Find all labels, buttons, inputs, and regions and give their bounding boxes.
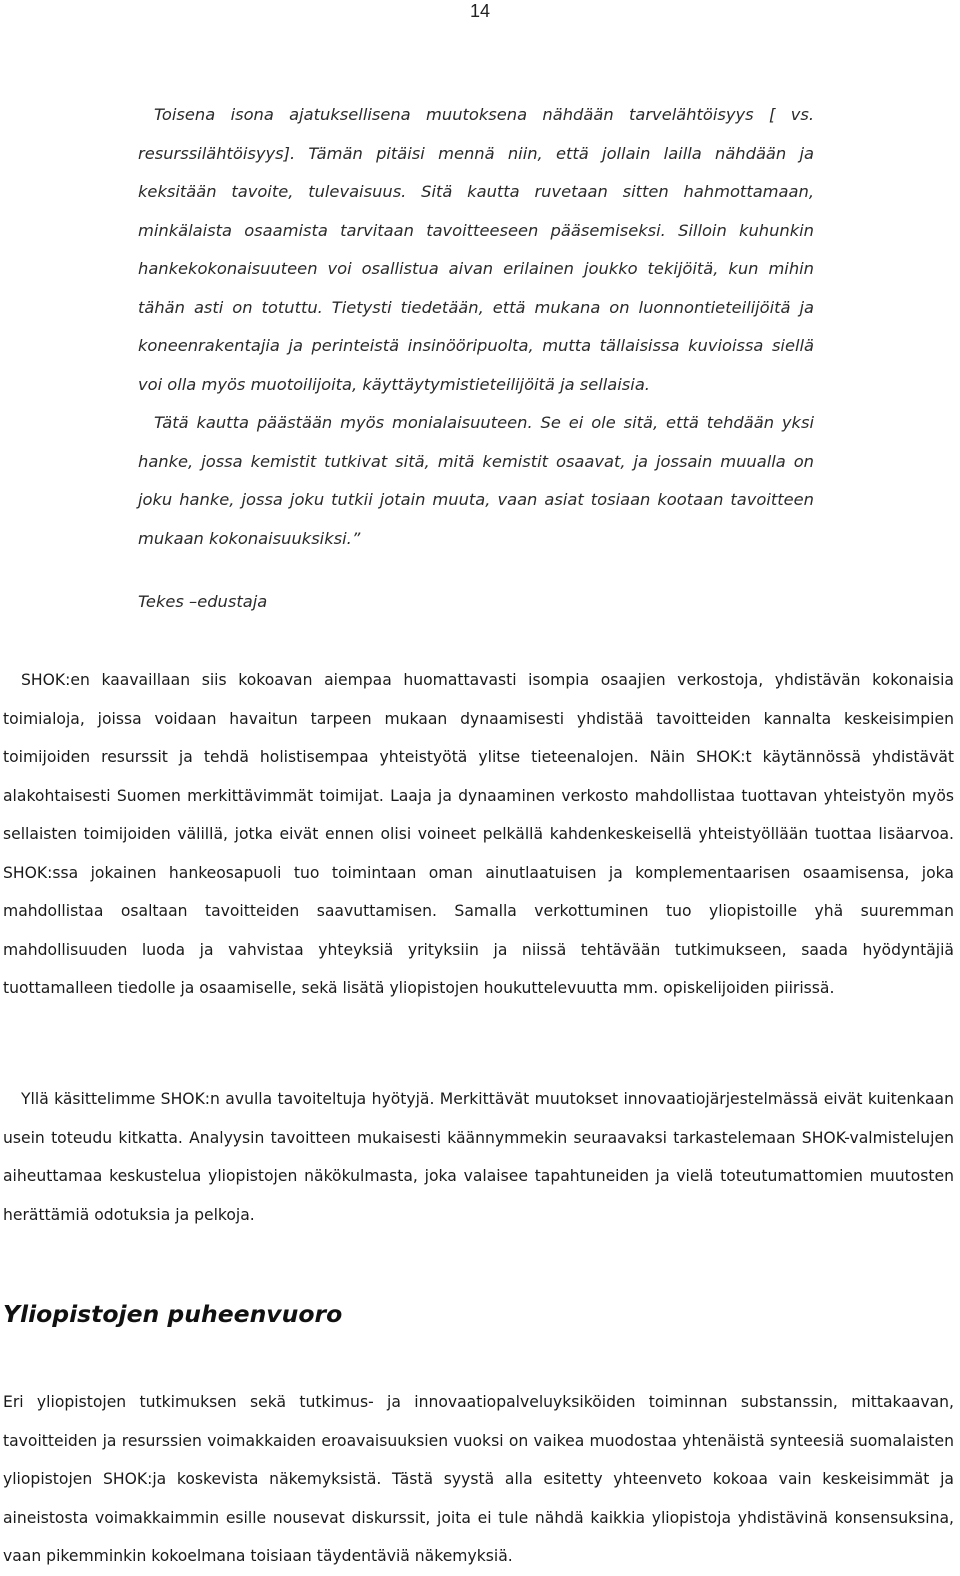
quote-paragraph-2 [138,404,814,558]
section-heading: Yliopistojen puheenvuoro [3,1300,343,1328]
body-text-2: Yllä käsittelimme SHOK:n avulla tavoiteltuja hyötyjä. Merkittävät muutokset innovaatiojärjestelmässä eivät kuitenkaan usein toteudu kitkatta. Analyysin tavoitteen mukaisesti käännymmekin seuraavaksi tarkastelemaan SHOK-valmistelujen aiheuttamaa keskustelua yliopistojen näkökulmasta, joka valaisee tapahtuneiden ja vielä toteutumattomien muutosten herättämiä odotuksia ja pelkoja. [3,1090,954,1224]
body-text-1: SHOK:en kaavaillaan siis kokoavan aiempaa huomattavasti isompia osaajien verkostoja, yhdistävän kokonaisia toimialoja, joissa voidaan havaitun tarpeen mukaan dynaamisesti yhdistää tavoitteiden kannalta keskeisimpien toimijoiden resurssit ja tehdä holistisempaa yhteistyötä ylitse tieteenalojen. Näin SHOK:t käytännössä yhdistävät alakohtaisesti Suomen merkittävimmät toimijat. Laaja ja dynaaminen verkosto mahdollistaa tuottavan yhteistyön myös sellaisten toimijoiden välillä, jotka eivät ennen olisi voineet pelkällä kahdenkeskeisellä yhteistyöllään tuottaa lisäarvoa. SHOK:ssa jokainen hankeosapuoli tuo toimintaan oman ainutlaatuisen ja komplementaarisen osaamisensa, joka mahdollistaa osaltaan tavoitteiden saavuttamisen. Samalla verkottuminen tuo yliopistoille yhä suuremman mahdollisuuden luoda ja vahvistaa yhteyksiä yrityksiin ja niissä tehtävään tutkimukseen, saada hyödyntäjiä tuottamalleen tiedolle ja osaamiselle, sekä lisätä yliopistojen houkuttelevuutta mm. opiskelijoiden piirissä. [3,671,954,997]
body-text-3: Eri yliopistojen tutkimuksen sekä tutkimus- ja innovaatiopalveluyksiköiden toiminnan substanssin, mittakaavan, tavoitteiden ja resurssien voimakkaiden eroavaisuuksien vuoksi on vaikea muodostaa yhtenäistä synteesiä suomalaisten yliopistojen SHOK:ja koskevista näkemyksistä. Tästä syystä alla esitetty yhteenveto kokoaa vain keskeisimmät ja aineistosta voimakkaimmin esille nousevat diskurssit, joita ei tule nähdä kaikkia yliopistoja yhdistävinä konsensuksina, vaan pikemminkin kokoelmana toisiaan täydentäviä näkemyksiä. [3,1393,954,1565]
page-number: 14 [469,1,491,21]
quote-source: Tekes –edustaja [138,592,268,611]
quote-text-2: Tätä kautta päästään myös monialaisuuteen. Se ei ole sitä, että tehdään yksi hanke, jossa kemistit tutkivat sitä, mitä kemistit osaavat, ja jossain muualla on joku hanke, jossa joku tutkii jotain muuta, vaan asiat tosiaan kootaan tavoitteen mukaan kokonaisuuksiksi.” [138,413,814,548]
body-paragraph-1 [3,661,954,1008]
body-paragraph-3 [3,1383,954,1576]
quote-text-1: Toisena isona ajatuksellisena muutoksena nähdään tarvelähtöisyys [ vs. resurssilähtöisyys]. Tämän pitäisi mennä niin, että jollain lailla nähdään ja keksitään tavoite, tulevaisuus. Sitä kautta ruvetaan sitten hahmottamaan, minkälaista osaamista tarvitaan tavoitteeseen pääsemiseksi. Silloin kuhunkin hankekokonaisuuteen voi osallistua aivan erilainen joukko tekijöitä, kun mihin tähän asti on totuttu. Tietysti tiedetään, että mukana on luonnontieteilijöitä ja koneenrakentajia ja perinteistä insinööripuolta, mutta tällaisissa kuvioissa siellä voi olla myös muotoilijoita, käyttäytymistieteilijöitä ja sellaisia. [138,105,814,394]
quote-paragraph-1 [138,96,814,404]
body-paragraph-2 [3,1080,954,1234]
